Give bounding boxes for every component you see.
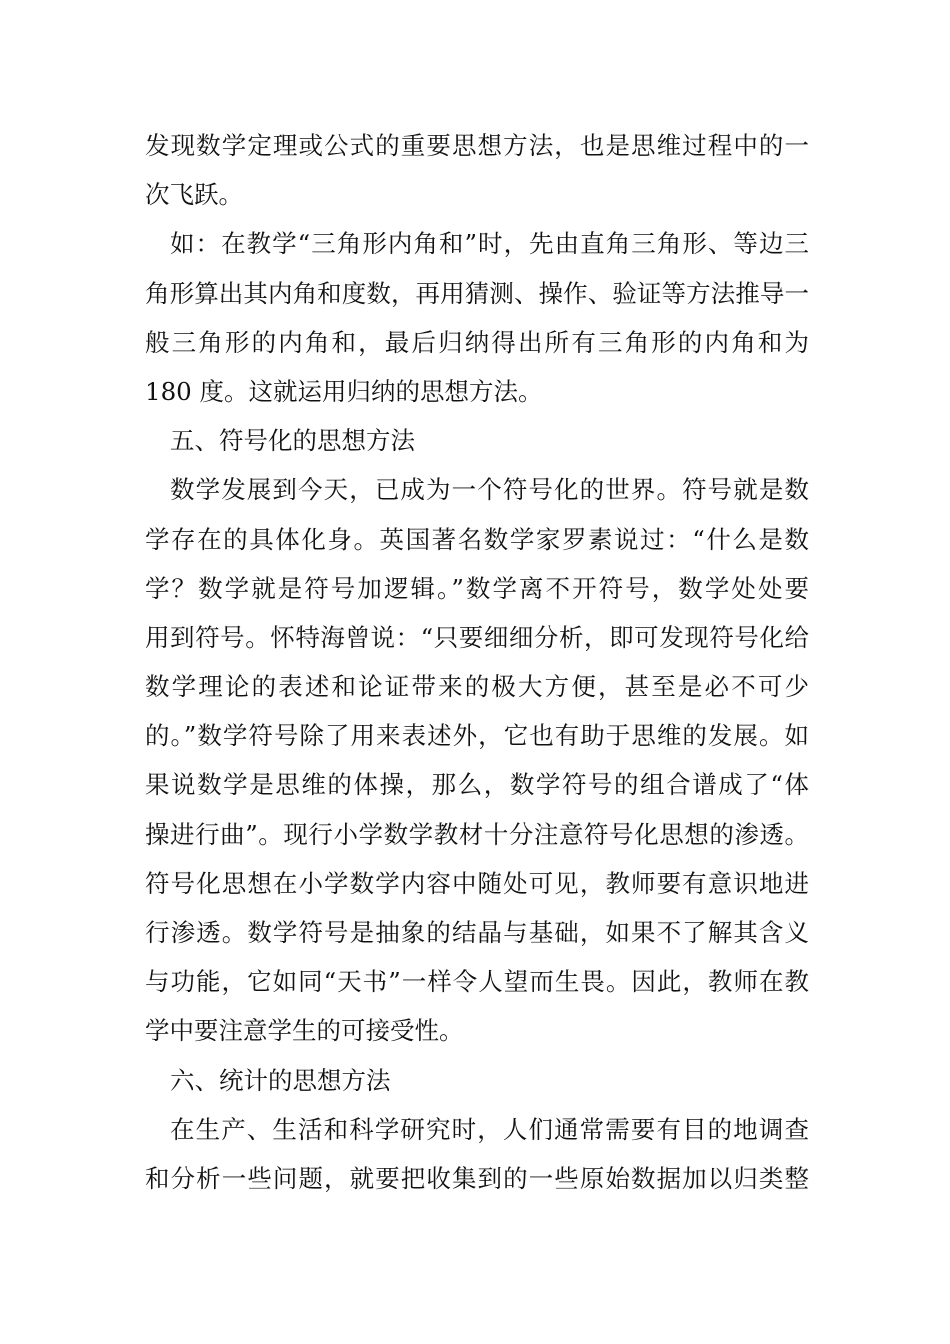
text-line: 次飞跃。: [145, 180, 243, 210]
text-line: 和分析一些问题，就要把收集到的一些原始数据加以归类整: [145, 1163, 809, 1193]
text-line: 数学发展到今天，已成为一个符号化的世界。符号就是数: [170, 475, 809, 505]
text-line: 的。”数学符号除了用来表述外，它也有助于思维的发展。如: [145, 721, 809, 751]
text-line: 学？数学就是符号加逻辑。”数学离不开符号，数学处处要: [145, 573, 809, 603]
text-line: 操进行曲”。现行小学数学教材十分注意符号化思想的渗透。: [145, 819, 809, 849]
text-line: 角形算出其内角和度数，再用猜测、操作、验证等方法推导一: [145, 278, 809, 308]
text-line: 行渗透。数学符号是抽象的结晶与基础，如果不了解其含义: [145, 918, 809, 947]
text-line: 与功能，它如同“天书”一样令人望而生畏。因此，教师在教: [145, 967, 809, 997]
text-line: 180 度。这就运用归纳的思想方法。: [145, 376, 543, 406]
text-line: 符号化思想在小学数学内容中随处可见，教师要有意识地进: [145, 868, 809, 898]
section-heading: 六、统计的思想方法: [170, 1065, 391, 1095]
text-line: 学存在的具体化身。英国著名数学家罗素说过：“什么是数: [145, 524, 809, 554]
section-heading: 五、符号化的思想方法: [170, 426, 415, 456]
document-body: [145, 121, 809, 1203]
text-line: 般三角形的内角和，最后归纳得出所有三角形的内角和为: [145, 327, 809, 357]
text-line: 发现数学定理或公式的重要思想方法，也是思维过程中的一: [145, 131, 809, 160]
text-line: 学中要注意学生的可接受性。: [145, 1016, 464, 1046]
text-line: 果说数学是思维的体操，那么，数学符号的组合谱成了“体: [145, 770, 809, 800]
text-line: 数学理论的表述和论证带来的极大方便，甚至是必不可少: [145, 672, 809, 702]
text-line: 在生产、生活和科学研究时，人们通常需要有目的地调查: [170, 1114, 809, 1144]
text-line: 如：在教学“三角形内角和”时，先由直角三角形、等边三: [170, 229, 809, 259]
text-line: 用到符号。怀特海曾说：“只要细细分析，即可发现符号化给: [145, 622, 809, 652]
